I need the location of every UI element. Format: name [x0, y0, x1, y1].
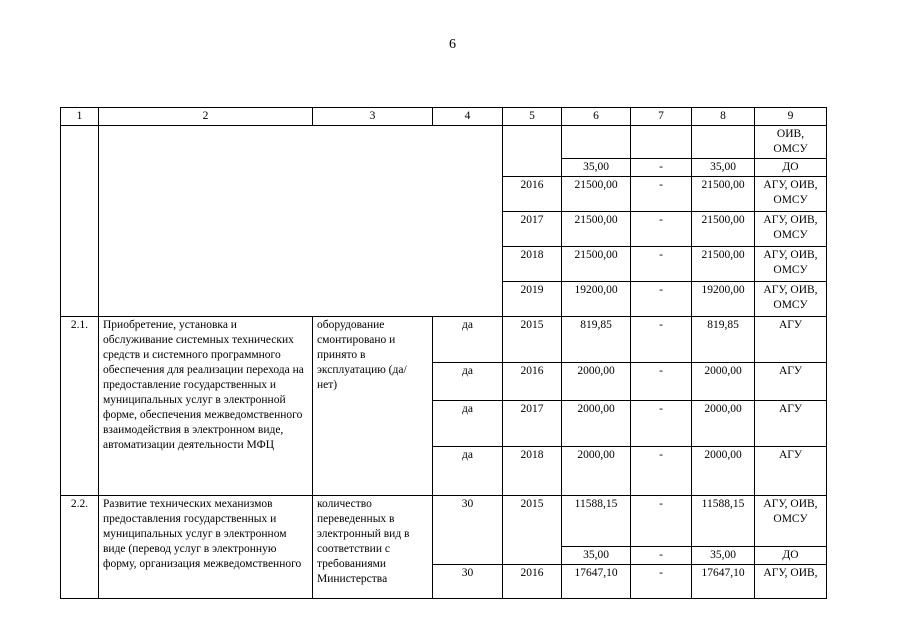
- value-cell: [562, 126, 631, 159]
- value-cell: 17647,10: [692, 565, 755, 599]
- value-cell: -: [631, 177, 692, 212]
- value-cell: 11588,15: [692, 496, 755, 547]
- table-row: [61, 126, 827, 159]
- value-cell: 21500,00: [562, 247, 631, 282]
- col-header-3: 3: [313, 108, 433, 126]
- table-row: [61, 496, 827, 547]
- col-header-6: 6: [562, 108, 631, 126]
- value-cell: [692, 126, 755, 159]
- value-cell: 35,00: [692, 547, 755, 565]
- year-cell: 2016: [503, 565, 562, 599]
- responsible-cell: АГУ, ОИВ, ОМСУ: [755, 282, 827, 317]
- value-cell: 21500,00: [692, 177, 755, 212]
- year-cell: 2016: [503, 363, 562, 401]
- year-cell: 2017: [503, 212, 562, 247]
- value-cell: 21500,00: [562, 212, 631, 247]
- value-cell: -: [631, 447, 692, 496]
- year-cell: 2015: [503, 317, 562, 363]
- value-cell: 2000,00: [692, 447, 755, 496]
- value-cell: 11588,15: [562, 496, 631, 547]
- item-number: 2.2.: [61, 496, 99, 599]
- year-cell: 2018: [503, 447, 562, 496]
- responsible-cell: АГУ, ОИВ, ОМСУ: [755, 177, 827, 212]
- value-cell: [631, 126, 692, 159]
- col-header-9: 9: [755, 108, 827, 126]
- value-cell: 2000,00: [562, 447, 631, 496]
- empty-cell: [61, 126, 99, 317]
- page-number: 6: [449, 37, 456, 52]
- year-cell: 2019: [503, 282, 562, 317]
- responsible-cell: АГУ, ОИВ, ОМСУ: [755, 247, 827, 282]
- target-cell: да: [433, 363, 503, 401]
- target-cell: 30: [433, 565, 503, 599]
- value-cell: 2000,00: [562, 363, 631, 401]
- value-cell: 35,00: [562, 547, 631, 565]
- responsible-cell: АГУ: [755, 317, 827, 363]
- value-cell: -: [631, 363, 692, 401]
- col-header-2: 2: [99, 108, 313, 126]
- value-cell: 21500,00: [562, 177, 631, 212]
- value-cell: 19200,00: [562, 282, 631, 317]
- activity-name: Приобретение, установка и обслуживание системных технических средств и системного программного обеспечения для реализации перехода на предоставление государственных и муниципальных услуг в электронной форме, обеспечения межведомственного взаимодействия в электронном виде, автоматизации деятельности МФЦ: [99, 317, 313, 496]
- value-cell: 2000,00: [692, 401, 755, 447]
- responsible-cell: АГУ, ОИВ,: [755, 565, 827, 599]
- target-cell: да: [433, 317, 503, 363]
- value-cell: 35,00: [692, 159, 755, 177]
- indicator-name: оборудование смонтировано и принято в эксплуатацию (да/ нет): [313, 317, 433, 496]
- value-cell: -: [631, 401, 692, 447]
- value-cell: 19200,00: [692, 282, 755, 317]
- value-cell: -: [631, 159, 692, 177]
- year-cell: 2016: [503, 177, 562, 212]
- responsible-cell: АГУ: [755, 363, 827, 401]
- target-cell: да: [433, 447, 503, 496]
- value-cell: -: [631, 247, 692, 282]
- responsible-cell: АГУ: [755, 401, 827, 447]
- value-cell: -: [631, 317, 692, 363]
- col-header-4: 4: [433, 108, 503, 126]
- indicator-name: количество переведенных в электронный вид в соответствии с требованиями Министерства: [313, 496, 433, 599]
- col-header-8: 8: [692, 108, 755, 126]
- year-cell: 2017: [503, 401, 562, 447]
- value-cell: -: [631, 547, 692, 565]
- value-cell: 21500,00: [692, 212, 755, 247]
- value-cell: 819,85: [692, 317, 755, 363]
- target-cell: да: [433, 401, 503, 447]
- value-cell: -: [631, 565, 692, 599]
- value-cell: -: [631, 212, 692, 247]
- responsible-cell: АГУ, ОИВ, ОМСУ: [755, 496, 827, 547]
- value-cell: 2000,00: [562, 401, 631, 447]
- col-header-5: 5: [503, 108, 562, 126]
- value-cell: 2000,00: [692, 363, 755, 401]
- responsible-cell: АГУ, ОИВ, ОМСУ: [755, 212, 827, 247]
- header-row: [61, 108, 827, 126]
- target-cell: 30: [433, 496, 503, 565]
- table-row: [61, 317, 827, 363]
- responsible-cell: ДО: [755, 159, 827, 177]
- col-header-1: 1: [61, 108, 99, 126]
- plan-table: [60, 107, 827, 599]
- value-cell: 21500,00: [692, 247, 755, 282]
- year-cell: 2015: [503, 496, 562, 565]
- year-cell: 2018: [503, 247, 562, 282]
- col-header-7: 7: [631, 108, 692, 126]
- year-cell: [503, 126, 562, 177]
- item-number: 2.1.: [61, 317, 99, 496]
- responsible-cell: ОИВ, ОМСУ: [755, 126, 827, 159]
- value-cell: 17647,10: [562, 565, 631, 599]
- value-cell: 819,85: [562, 317, 631, 363]
- empty-cell: [99, 126, 503, 317]
- value-cell: -: [631, 496, 692, 547]
- value-cell: -: [631, 282, 692, 317]
- responsible-cell: ДО: [755, 547, 827, 565]
- activity-name: Развитие технических механизмов предоставления государственных и муниципальных услуг в электронном виде (перевод услуг в электронную форму, организация межведомственного: [99, 496, 313, 599]
- value-cell: 35,00: [562, 159, 631, 177]
- responsible-cell: АГУ: [755, 447, 827, 496]
